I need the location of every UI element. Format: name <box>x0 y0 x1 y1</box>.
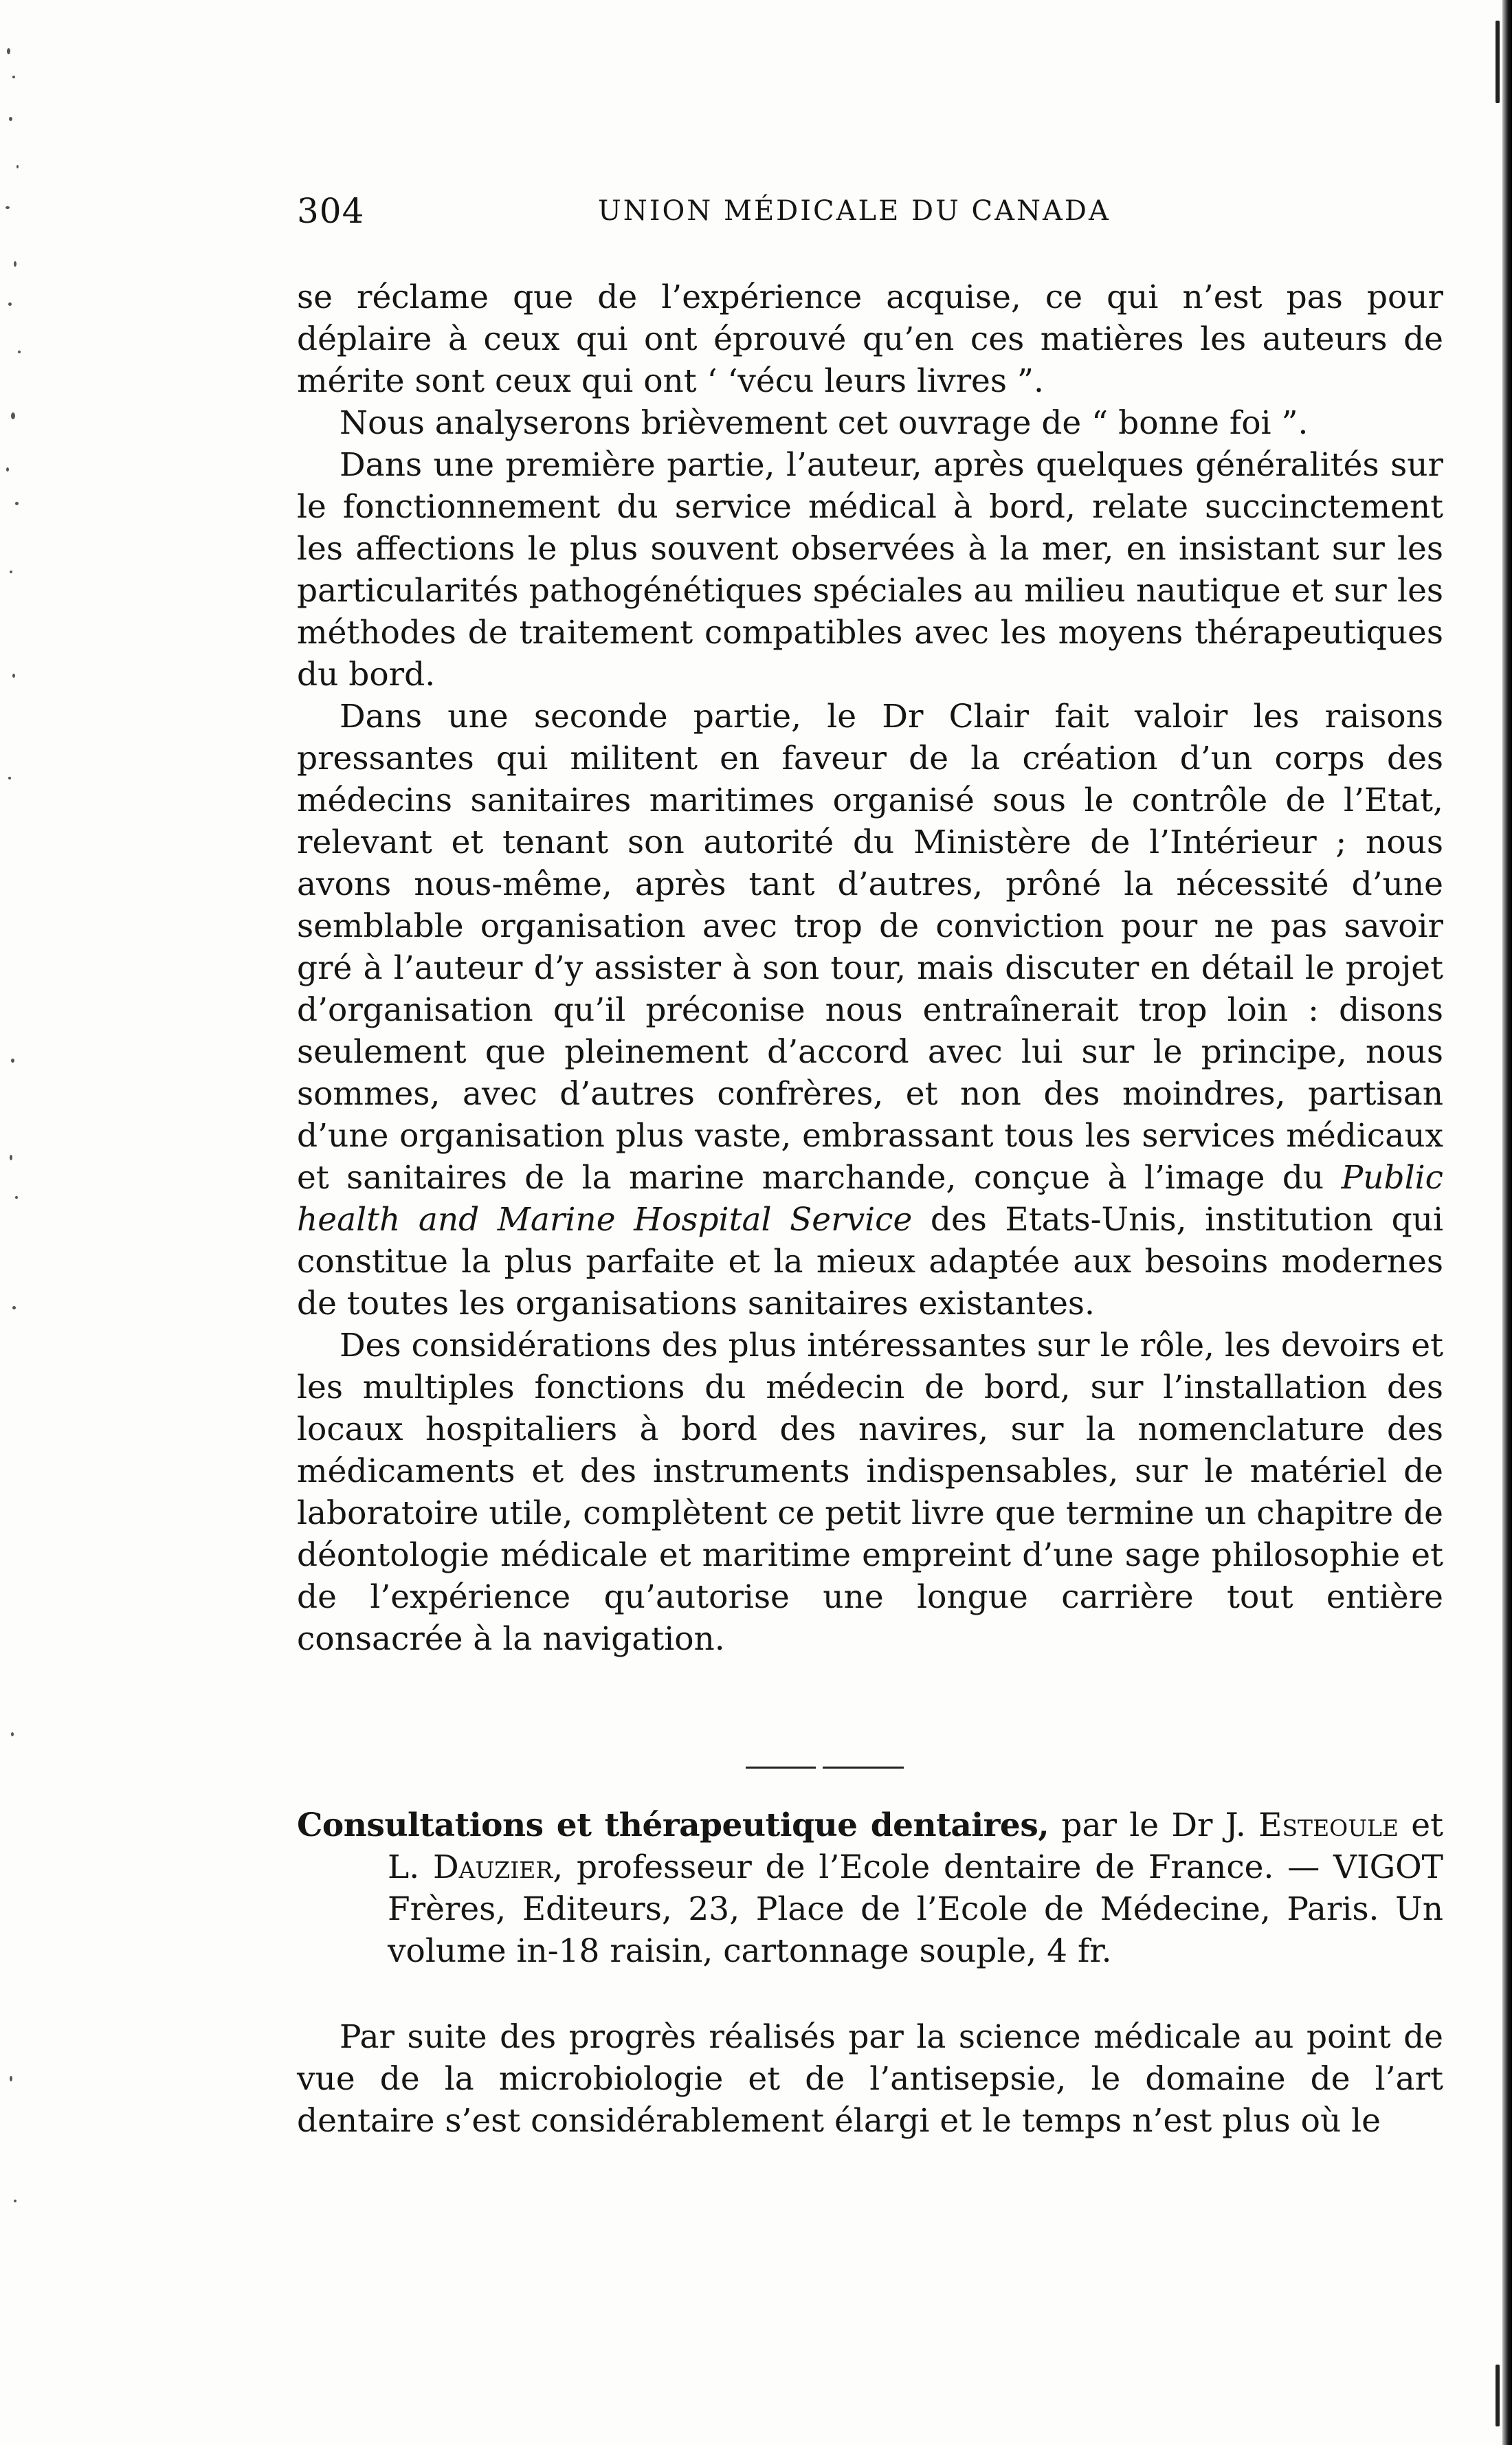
paragraph-text: Dans une seconde partie, le Dr Clair fait valoir les raisons pressantes qui militent en faveur de la création d’un corps des médecins sanitaires maritimes organisé sous le contrôle de l’Etat, relevant et tenant son autorité du Ministère de l’Intérieur ; nous avons nous-même, après tant d’autres, prôné la nécessité d’une semblable organisation avec trop de conviction pour ne pas savoir gré à l’auteur d’y assister à son tour, mais discuter en détail le projet d’organisation qu’il préconise nous entraînerait trop loin : disons seulement que pleinement d’accord avec lui sur le principe, nous sommes, avec d’autres confrères, et non des moindres, partisan d’une organisation plus vaste, embrassant tous les services médicaux et sanitaires de la marine marchande, conçue à l’image du <box>297 698 1443 1197</box>
binding-edge <box>1502 0 1512 2445</box>
italic-title: Public health and Marine Hospital Service <box>297 1159 1443 1239</box>
author-name: Esteoule <box>1258 1806 1399 1844</box>
book-title: Consultations et thérapeutique dentaires, <box>297 1806 1049 1844</box>
paragraph <box>297 696 1443 1325</box>
separator-rule <box>746 1767 816 1769</box>
article-body <box>297 276 1443 1660</box>
margin-scan-noise <box>3 0 30 2445</box>
binding-speck <box>1496 2365 1500 2426</box>
paragraph: se réclame que de l’expérience acquise, ce qui n’est pas pour déplaire à ceux qui ont éprouvé qu’en ces matières les auteurs de mérite sont ceux qui ont ‘ ‘vécu leurs livres ”. <box>297 278 1443 400</box>
separator-rule <box>823 1767 904 1769</box>
bibliographic-entry <box>297 1804 1443 1972</box>
entry-text: , professeur de l’Ecole dentaire de France. — VIGOT Frères, Editeurs, 23, Place de l’Ecole de Médecine, Paris. Un volume in-18 raisin, cartonnage souple, 4 fr. <box>388 1848 1443 1970</box>
book-review-entry <box>297 1804 1443 1972</box>
paragraph: Dans une première partie, l’auteur, après quelques généralités sur le fonctionnement du service médical à bord, relate succinctement les affections le plus souvent observées à la mer, en insistant sur les particularités pathogénétiques spéciales au milieu nautique et sur les méthodes de traitement compatibles avec les moyens thérapeutiques du bord. <box>297 446 1443 694</box>
paragraph: Nous analyserons brièvement cet ouvrage de “ bonne foi ”. <box>340 404 1309 442</box>
paragraph: Par suite des progrès réalisés par la science médicale au point de vue de la microbiologie et de l’antisepsie, le domaine de l’art dentaire s’est considérablement élargi et le temps n’est plus où le <box>297 2018 1443 2140</box>
running-title: UNION MÉDICALE DU CANADA <box>598 195 1111 227</box>
review-body <box>297 2016 1443 2142</box>
entry-text: et L. <box>388 1806 1443 1886</box>
entry-text: par le Dr J. <box>1049 1806 1259 1844</box>
page-number: 304 <box>297 191 365 231</box>
paragraph: Des considérations des plus intéressantes sur le rôle, les devoirs et les multiples fonctions du médecin de bord, sur l’installation des locaux hospitaliers à bord des navires, sur la nomenclature des médicaments et des instruments indispensables, sur le matériel de laboratoire utile, complètent ce petit livre que termine un chapitre de déontologie médicale et maritime empreint d’une sage philosophie et de l’expérience qu’autorise une longue carrière tout entière consacrée à la navigation. <box>297 1327 1443 1658</box>
paragraph-text: des Etats-Unis, institution qui constitue la plus parfaite et la mieux adaptée aux besoins modernes de toutes les organisations sanitaires existantes. <box>297 1201 1443 1323</box>
binding-speck <box>1496 21 1500 103</box>
author-name: Dauzier <box>432 1848 553 1886</box>
running-header <box>297 191 1465 239</box>
